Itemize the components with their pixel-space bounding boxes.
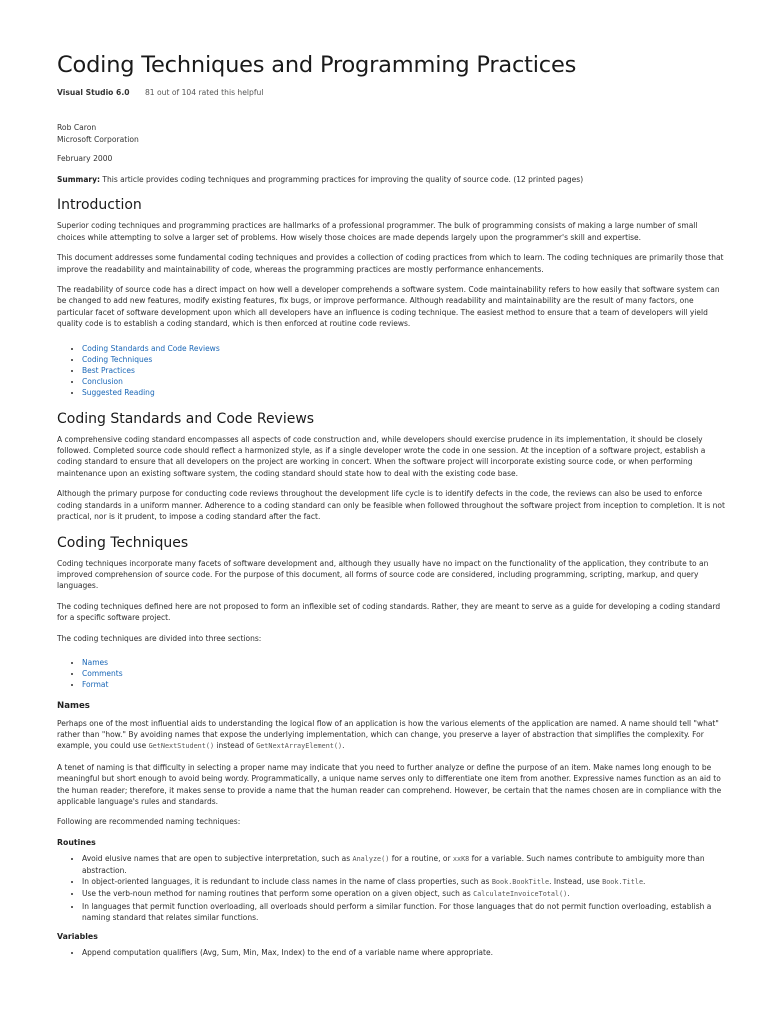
- techniques-paragraph: The coding techniques defined here are not proposed to form an inflexible set of coding standards. Rather, they are meant to serve as a guide for developing a coding standard for a specific software project.: [57, 601, 721, 623]
- techniques-section-list: [57, 657, 728, 691]
- toc-item: [82, 365, 728, 376]
- code-snippet: GetNextArrayElement(): [256, 742, 343, 751]
- names-paragraph: A tenet of naming is that difficulty in selecting a proper name may indicate that you need to further analyze or define the purpose of an item. Make names long enough to be meaningful but short enough to avoid being wordy. Programmatically, a unique name serves only to differentiate one item from another. Expressive names function as an aid to the human reader; therefore, it makes sense to provide a name that the human reader can comprehend. However, be certain that the names chosen are in compliance with the applicable language's rules and standards.: [57, 762, 722, 806]
- toc-item: [82, 376, 728, 387]
- variables-list: [57, 947, 728, 958]
- intro-paragraph: The readability of source code has a direct impact on how well a developer comprehends a software system. Code maintainability refers to how easily that software system can be changed to add new features, modify existing features, fix bugs, or improve performance. Although readability and maintainability are the result of many factors, one particular facet of software development upon which all developers have an influence is coding technique. The easiest method to ensure that a team of developers will yield quality code is to establish a coding standard, which is then enforced at routine code reviews.: [57, 285, 720, 329]
- code-snippet: GetNextStudent(): [148, 742, 215, 751]
- toc-item: [82, 354, 728, 365]
- subheading-names: Names: [57, 700, 90, 711]
- list-item: • In object-oriented languages, it is redundant to include class names in the name of class properties, such as Book.BookTitle. Instead, use Book.Title.: [82, 876, 728, 888]
- techniques-paragraph: The coding techniques are divided into three sections:: [57, 633, 262, 643]
- publish-date: February 2000: [57, 154, 113, 163]
- summary-text: This article provides coding techniques and programming practices for improving the quality of source code. (12 printed pages): [102, 175, 584, 184]
- code-snippet: xxK8: [452, 854, 470, 863]
- routines-list: [57, 853, 728, 923]
- page-title: Coding Techniques and Programming Practices: [57, 52, 577, 78]
- standards-paragraph: A comprehensive coding standard encompasses all aspects of code construction and, while developers should exercise prudence in its implementation, it should be closely followed. Completed source code should reflect a harmonized style, as if a single developer wrote the code in one session. At the inception of a software project, establish a coding standard to ensure that all developers on the project are working in concert. When the software project will incorporate existing source code, or when performing maintenance upon an existing software system, the coding standard should state how to deal with the existing code base.: [57, 434, 706, 478]
- article-meta: [57, 88, 728, 97]
- code-snippet: Analyze(): [352, 854, 390, 863]
- author-org: Microsoft Corporation: [57, 135, 139, 144]
- list-item: • Append computation qualifiers (Avg, Sum, Min, Max, Index) to the end of a variable name where appropriate.: [82, 947, 728, 958]
- product-label: Visual Studio 6.0: [57, 88, 130, 97]
- toc-item: [82, 343, 728, 354]
- list-item: • Avoid elusive names that are open to subjective interpretation, such as Analyze() for a routine, or xxK8 for a variable. Such names contribute to ambiguity more than abstraction.: [82, 853, 728, 876]
- subheading-routines: Routines: [57, 837, 96, 847]
- toc-link-best-practices[interactable]: Best Practices: [82, 366, 135, 376]
- names-paragraph: Following are recommended naming techniques:: [57, 817, 241, 827]
- names-paragraph: Perhaps one of the most influential aids to understanding the logical flow of an application is how the various elements of the application are named. A name should tell "what" rather than "how." By avoiding names that expose the underlying implementation, which can change, you preserve a layer of abstraction that simplifies the complexity. For example, you could use GetNextStudent() instead of GetNextArrayElement().: [57, 718, 719, 751]
- link-names[interactable]: Names: [82, 657, 109, 667]
- techniques-paragraph: Coding techniques incorporate many facets of software development and, although they usually have no impact on the functionality of the application, they contribute to an improved comprehension of source code. For the purpose of this document, all forms of source code are considered, including programming, scripting, markup, and query languages.: [57, 558, 709, 591]
- section-item: [82, 657, 728, 668]
- link-format[interactable]: Format: [82, 680, 109, 690]
- section-heading-standards: Coding Standards and Code Reviews: [57, 410, 315, 427]
- section-heading-introduction: Introduction: [57, 197, 142, 214]
- toc-list: [57, 343, 728, 399]
- section-item: [82, 679, 728, 690]
- list-item: • In languages that permit function overloading, all overloads should perform a similar function. For those languages that do not permit function overloading, establish a naming standard that relates similar functions.: [82, 901, 728, 923]
- section-item: [82, 668, 728, 679]
- toc-link-conclusion[interactable]: Conclusion: [82, 377, 123, 387]
- author-block: [57, 122, 728, 146]
- standards-paragraph: Although the primary purpose for conducting code reviews throughout the development life cycle is to identify defects in the code, the reviews can also be used to enforce coding standards in a uniform manner. Adherence to a coding standard can only be feasible when followed throughout the software project from inception to completion. It is not practical, nor is it prudent, to impose a coding standard after the fact.: [57, 489, 725, 522]
- summary: [57, 174, 728, 185]
- toc-link-suggested-reading[interactable]: Suggested Reading: [82, 388, 155, 398]
- intro-paragraph: This document addresses some fundamental coding techniques and provides a collection of coding practices from which to learn. The coding techniques are primarily those that improve the readability and maintainability of code, whereas the programming practices are mostly performance enhancements.: [57, 253, 724, 274]
- code-snippet: CalculateInvoiceTotal(): [473, 890, 568, 899]
- subheading-variables: Variables: [57, 932, 98, 942]
- author-name: Rob Caron: [57, 123, 97, 132]
- toc-link-coding-techniques[interactable]: Coding Techniques: [82, 354, 153, 364]
- summary-label: Summary:: [57, 175, 101, 184]
- toc-item: [82, 387, 728, 398]
- rating-text: 81 out of 104 rated this helpful: [144, 88, 264, 97]
- code-snippet: Book.BookTitle: [491, 878, 550, 887]
- toc-link-coding-standards[interactable]: Coding Standards and Code Reviews: [82, 343, 220, 353]
- link-comments[interactable]: Comments: [82, 669, 123, 679]
- list-item: • Use the verb-noun method for naming routines that perform some operation on a given object, such as CalculateInvoiceTotal().: [82, 888, 728, 900]
- section-heading-techniques: Coding Techniques: [57, 534, 189, 551]
- intro-paragraph: Superior coding techniques and programming practices are hallmarks of a professional programmer. The bulk of programming consists of making a large number of small choices while attempting to solve a larger set of problems. How wisely those choices are made depends largely upon the programmer's skill and expertise.: [57, 221, 698, 242]
- code-snippet: Book.Title: [602, 878, 644, 887]
